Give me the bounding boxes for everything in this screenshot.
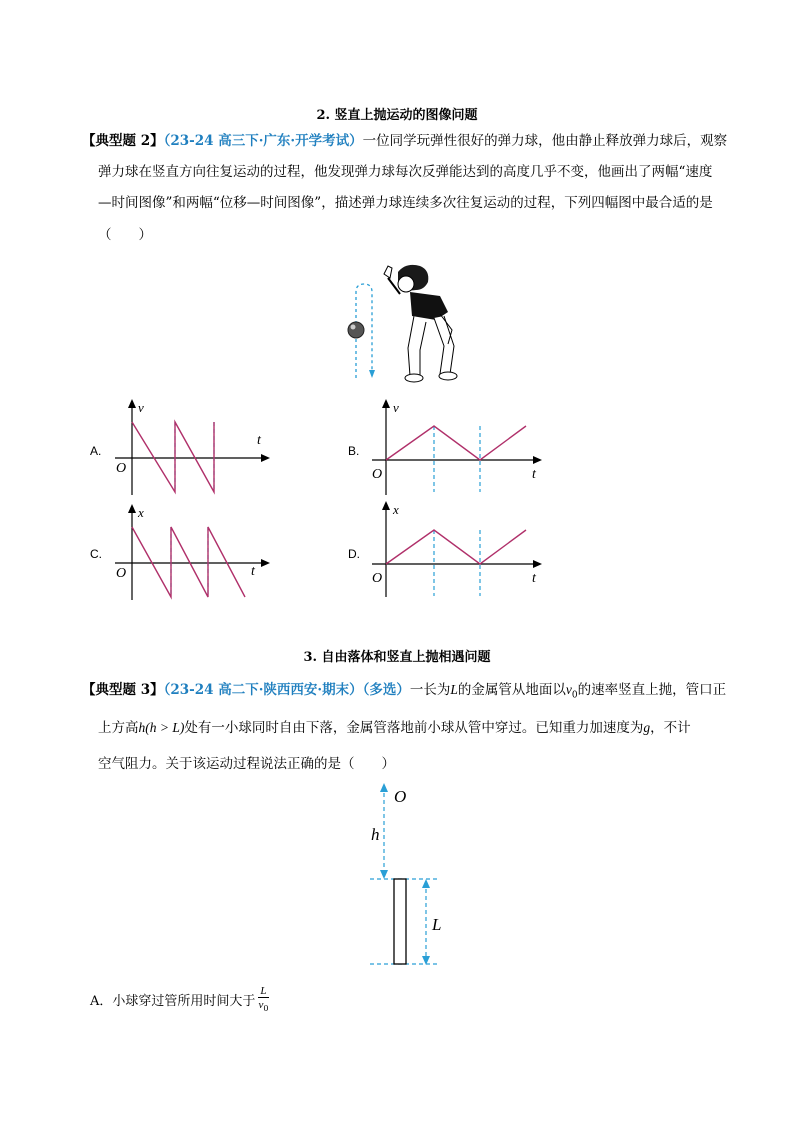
graph-a-curve [132,422,214,492]
graph-d-curve [386,530,526,564]
section-3-heading: 3. 自由落体和竖直上抛相遇问题 [303,650,491,665]
math-v0: v [565,682,572,697]
graph-c-x-label: t [251,564,255,579]
fraction-l-over-v0 [258,985,268,1013]
problem-3-line-2 [98,721,738,736]
graph-b-y-label: v [393,400,399,415]
problem-2-line-2: 弹力球在竖直方向往复运动的过程，他发现弹力球每次反弹能达到的高度几乎不变，他画出了两幅“速度 [98,164,713,180]
math-h-expr: h(h > L) [138,720,185,735]
graph-c-curve [132,527,245,597]
metal-pipe [394,879,406,964]
graph-a-origin: O [116,461,127,476]
graph-a [105,398,280,498]
problem-2-line-3: —时间图像”和两幅“位移—时间图像”，描述弹力球连续多次往复运动的过程，下列四幅图中最合适的是 [98,195,713,211]
graph-d-x-label: t [532,571,536,586]
problem-3-option-a[interactable] [90,985,269,1013]
fraction-denominator-sub: 0 [263,1004,269,1014]
problem-3-text-2a: 上方高 [98,720,139,736]
problem-3-text-1b: 的金属管从地面以 [457,682,566,698]
problem-3-line-3: 空气阻力。关于该运动过程说法正确的是（ ） [98,756,395,772]
graph-b-x-label: t [532,467,536,482]
graph-d [362,500,547,600]
problem-2-answer-blank: （ ） [98,227,152,243]
option-c-label[interactable]: C. [90,547,102,561]
pipe-figure [360,782,460,970]
problem-3-source: （23-24 高二下·陕西西安·期末）（多选） [163,682,410,698]
math-v0-sub: 0 [571,690,578,701]
option-d-label[interactable]: D. [348,547,360,561]
graph-d-y-label: x [393,502,399,517]
problem-3-line-1 [82,682,727,701]
math-L: L [450,682,458,697]
graph-b-origin: O [372,467,383,482]
graph-b [362,398,547,498]
graph-a-y-label: v [138,400,144,415]
graph-b-curve [386,426,526,460]
problem-3-option-a-text: A．小球穿过管所用时间大于 [90,993,256,1009]
problem-3-text-2b: 处有一小球同时自由下落，金属管落地前小球从管中穿过。已知重力加速度为 [184,720,644,736]
problem-2-line-1 [82,133,728,149]
problem-2-tag: 【典型题 2】 [82,133,164,149]
point-o-label: O [394,787,407,806]
ball-thrower-illustration [340,258,470,388]
problem-2-text-1: 一位同学玩弹性很好的弹力球，他由静止释放弹力球后，观察 [362,133,728,149]
fraction-denominator: v [258,999,264,1011]
graph-c-origin: O [116,566,127,581]
problem-2-source: （23-24 高三下·广东·开学考试） [163,133,363,149]
problem-3-tag: 【典型题 3】 [82,682,164,698]
section-2-heading: 2. 竖直上抛运动的图像问题 [316,108,478,123]
h-label: h [371,825,380,844]
fraction-numerator: L [260,985,267,997]
pipe-length-label: L [432,915,442,934]
problem-3-text-1a: 一长为 [409,682,451,698]
graph-a-x-label: t [257,433,261,448]
graph-c [105,503,280,603]
graph-d-origin: O [372,571,383,586]
problem-3-text-1c: 的速率竖直上抛，管口正 [577,682,727,698]
option-a-label[interactable]: A. [90,444,102,458]
option-b-label[interactable]: B. [348,444,360,458]
graph-c-y-label: x [138,505,144,520]
math-g: g [643,720,651,735]
problem-3-text-2c: ，不计 [650,720,691,736]
